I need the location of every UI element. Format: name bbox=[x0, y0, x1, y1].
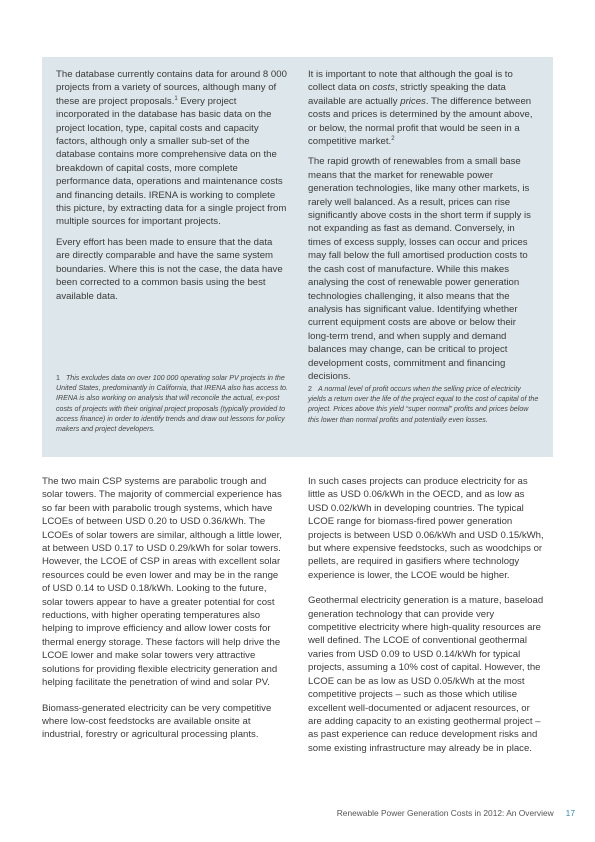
paragraph-text: The database currently contains data for around 8 000 projects from a variety of sources, although many of these are project proposals. bbox=[56, 69, 287, 107]
body-right-paragraph-2: Geothermal electricity generation is a mature, baseload generation technology that can provide very competitive electricity where high-quality resources are well defined. The LCOE of conventional geothermal varies from USD 0.09 to USD 0.14/kWh for typical projects, assuming a 10% cost of capital. However, the LCOE can be as low as USD 0.05/kWh at the most competitive projects – such as those which utilise excellent well-documented or adjacent resources, or are adding capacity to an existing geothermal project – as past experience can reduce development risks and some existing infrastructure may already be in place. bbox=[308, 595, 544, 754]
box-right-paragraph-1 bbox=[308, 68, 539, 148]
page-number: 17 bbox=[565, 808, 575, 818]
paragraph-text: . The difference between costs and prices is determined by the amount above, or below, the normal profit that would be seen in a competitive market. bbox=[308, 95, 533, 148]
emphasis-costs: costs bbox=[372, 82, 395, 94]
footnote-1 bbox=[56, 373, 288, 434]
footnote-text: A normal level of profit occurs when the selling price of electricity yields a return over the life of the project equal to the cost of capital of the project. Prices above this yield “super normal” profits and prices below this lower than normal profits and potentially even losses. bbox=[308, 385, 539, 424]
body-right-column bbox=[308, 475, 544, 767]
box-left-paragraph-2: Every effort has been made to ensure that the data are directly comparable and have the same system boundaries. Where this is not the case, the data have been corrected to a common basis using the best available data. bbox=[56, 236, 283, 302]
body-right-paragraph-1: In such cases projects can produce electricity for as little as USD 0.06/kWh in the OECD, and as low as USD 0.02/kWh in developing countries. The typical LCOE range for biomass-fired power generation projects is between USD 0.06/kWh and USD 0.15/kWh, but where expensive feedstocks, such as woodchips or pellets, are required in gasifiers where technology experience is lower, the LCOE would be higher. bbox=[308, 476, 544, 581]
footnote-number: 2 bbox=[308, 385, 312, 393]
footnote-number: 1 bbox=[56, 374, 60, 382]
footnote-ref: 1 bbox=[174, 95, 178, 102]
paragraph-text: Every project incorporated in the database has basic data on the project location, type, capital costs and capacity factors, although only a smaller sub-set of the database contains more comprehensive data on the breakdown of capital costs, more complete performance data, operations and maintenance costs and financing details. IRENA is working to complete this picture, by extracting data for a single project from multiple sources for important projects. bbox=[56, 95, 287, 228]
box-right-paragraph-2: The rapid growth of renewables from a small base means that the market for renewable power generation technologies, like many other markets, is rarely well balanced. As a result, prices can rise significantly above costs in the short term if supply is not expanding as fast as demand. Conversely, in times of excess supply, losses can occur and prices may fall below the full amortised production costs to the cash cost of manufacture. While this makes analysing the cost of renewable power generation technologies challenging, it also means that the analysis has significant value. Identifying whether current equipment costs are above or below their long-term trend, and when supply and demand balances may change, can be critical to project development costs, commitment and financing decisions. bbox=[308, 156, 531, 382]
body-left-column bbox=[42, 475, 282, 754]
footnote-text: This excludes data on over 100 000 operating solar PV projects in the United States, predominantly in California, that IRENA also has access to. IRENA is also working on analysis that will reconcile the actual, ex-post costs of projects with their original project proposals (typically provided to access finance) in order to identify trends and draw out lessons for policy makers and project developers. bbox=[56, 374, 288, 434]
box-right-column bbox=[308, 68, 539, 390]
footer-title: Renewable Power Generation Costs in 2012: An Overview bbox=[336, 808, 554, 818]
body-left-paragraph-2: Biomass-generated electricity can be very competitive where low-cost feedstocks are available onsite at industrial, forestry or agricultural processing plants. bbox=[42, 702, 272, 741]
footnote-ref: 2 bbox=[391, 136, 395, 143]
box-left-paragraph-1 bbox=[56, 68, 288, 229]
paragraph-text: , strictly speaking the data available are actually bbox=[308, 82, 506, 107]
box-left-column bbox=[56, 68, 288, 310]
page-footer bbox=[337, 808, 575, 818]
footnote-2 bbox=[308, 384, 539, 425]
paragraph-text: It is important to note that although the goal is to collect data on bbox=[308, 69, 513, 94]
emphasis-prices: prices bbox=[400, 95, 426, 107]
body-left-paragraph-1: The two main CSP systems are parabolic trough and solar towers. The majority of commercial experience has so far been with parabolic trough systems, which have LCOEs of between USD 0.20 to USD 0.36/kWh. The LCOEs of solar towers are similar, although a little lower, at between USD 0.17 to USD 0.29/kWh for solar towers. However, the LCOE of CSP in areas with excellent solar resources could be even lower and may be in the range of USD 0.14 to USD 0.18/kWh. Looking to the future, solar towers appear to have a greater potential for cost reductions, with higher operating temperatures also helping to improve efficiency and allow lower costs for thermal energy storage. These factors will help drive the LCOE lower and make solar towers very attractive solutions for providing flexible electricity generation and helping facilitate the penetration of wind and solar PV. bbox=[42, 476, 282, 689]
